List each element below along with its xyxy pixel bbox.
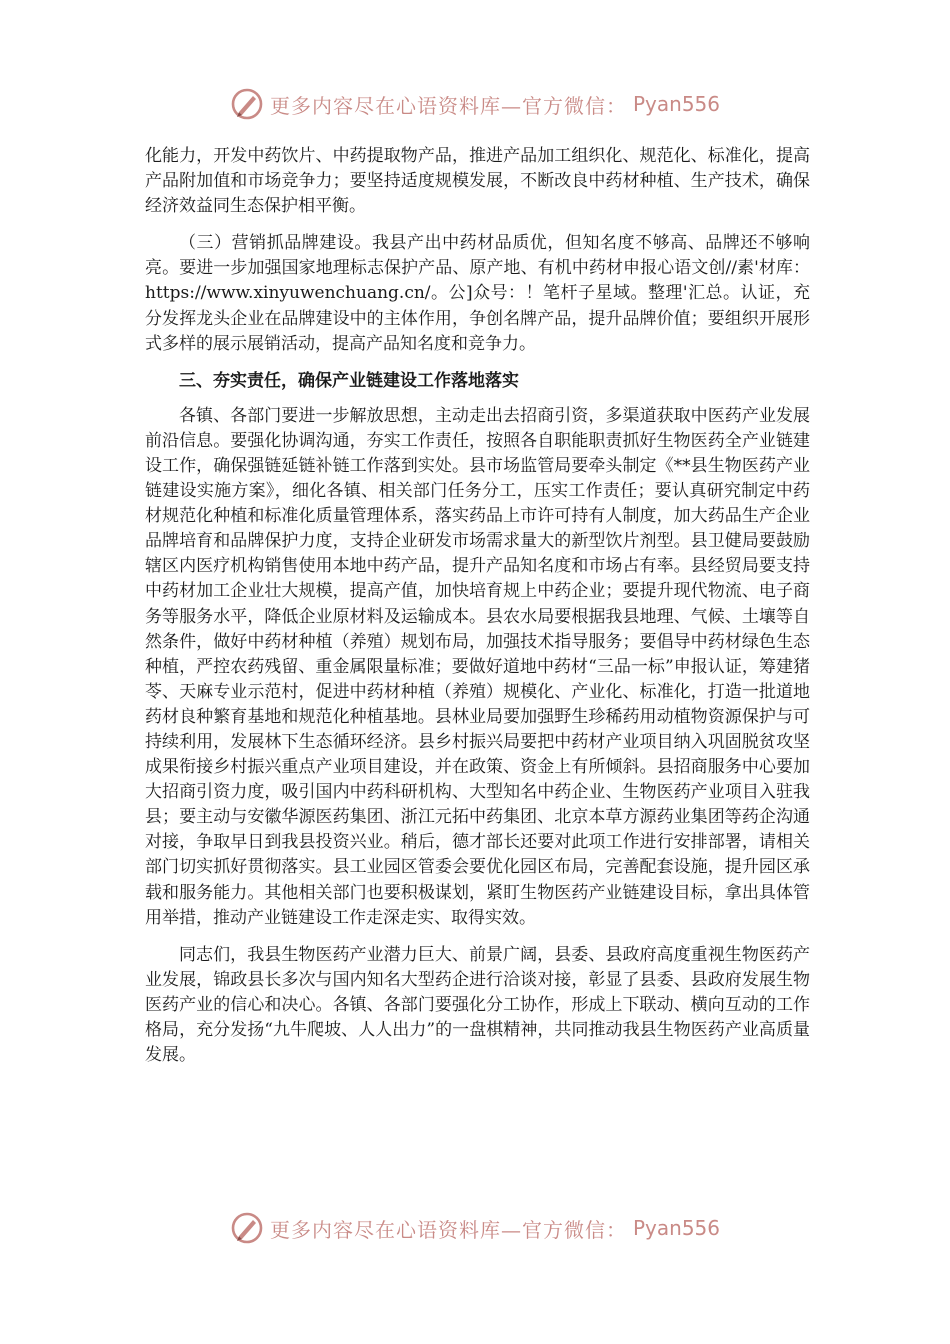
banner-wechat-id: Pyan556 xyxy=(632,92,720,116)
document-body xyxy=(145,144,810,1068)
paragraph-closing: 同志们，我县生物医药产业潜力巨大、前景广阔，县委、县政府高度重视生物医药产业发展，锦政县长多次与国内知名大型药企进行洽谈对接，彰显了县委、县政府发展生物医药产业的信心和决心。各镇、各部门要强化分工协作，形成上下联动、横向互动的工作格局，充分发扬“九牛爬坡、人人出力”的一盘棋精神，共同推动我县生物医药产业高质量发展。 xyxy=(145,944,810,1066)
pen-logo-icon xyxy=(230,87,264,121)
section-heading: 三、夯实责任，确保产业链建设工作落地落实 xyxy=(179,370,519,391)
footer-watermark-banner xyxy=(0,1208,950,1248)
paragraph-responsibilities: 各镇、各部门要进一步解放思想，主动走出去招商引资，多渠道获取中医药产业发展前沿信息。要强化协调沟通，夯实工作责任，按照各自职能职责抓好生物医药全产业链建设工作，确保强链延链补链工作落到实处。县市场监管局要牵头制定《**县生物医药产业链建设实施方案》，细化各镇、相关部门任务分工，压实工作责任；要认真研究制定中药材规范化种植和标准化质量管理体系，落实药品上市许可持有人制度，加大药品生产企业品牌培育和品牌保护力度，支持企业研发市场需求量大的新型饮片剂型。县卫健局要鼓励辖区内医疗机构销售使用本地中药产品，提升产品知名度和市场占有率。县经贸局要支持中药材加工企业壮大规模，提高产值，加快培育规上中药企业；要提升现代物流、电子商务等服务水平，降低企业原材料及运输成本。县农水局要根据我县地理、气候、土壤等自然条件，做好中药材种植（养殖）规划布局，加强技术指导服务；要倡导中药材绿色生态种植，严控农药残留、重金属限量标准；要做好道地中药材“三品一标”申报认证，筹建猪苓、天麻专业示范村，促进中药材种植（养殖）规模化、产业化、标准化，打造一批道地药材良种繁育基地和规范化种植基地。县林业局要加强野生珍稀药用动植物资源保护与可持续利用，发展林下生态循环经济。县乡村振兴局要把中药材产业项目纳入巩固脱贫攻坚成果衔接乡村振兴重点产业项目建设，并在政策、资金上有所倾斜。县招商服务中心要加大招商引资力度，吸引国内中药科研机构、大型知名中药企业、生物医药产业项目入驻我县；要主动与安徽华源医药集团、浙江元拓中药集团、北京本草方源药业集团等药企沟通对接，争取早日到我县投资兴业。稍后，德才部长还要对此项工作进行安排部署，请相关部门切实抓好贯彻落实。县工业园区管委会要优化园区布局，完善配套设施，提升园区承载和服务能力。其他相关部门也要积极谋划，紧盯生物医药产业链建设目标，拿出具体管用举措，推动产业链建设工作走深走实、取得实效。 xyxy=(145,405,810,928)
paragraph-brand-building: （三）营销抓品牌建设。我县产出中药材品质优，但知名度不够高、品牌还不够响亮。要进一步加强国家地理标志保护产品、原产地、有机中药材申报心语文创//素'材库：https://www.xinyuwenchuang.cn/。公]众号：！笔杆子星域。整理'汇总。认证，充分发挥龙头企业在品牌建设中的主体作用，争创名牌产品，提升品牌价值；要组织开展形式多样的展示展销活动，提高产品知名度和竞争力。 xyxy=(145,233,810,354)
paragraph-continued: 化能力，开发中药饮片、中药提取物产品，推进产品加工组织化、规范化、标准化，提高产品附加值和市场竞争力；要坚持适度规模发展，不断改良中药材种植、生产技术，确保经济效益同生态保护相平衡。 xyxy=(145,146,810,217)
banner-wechat-id: Pyan556 xyxy=(632,1216,720,1240)
banner-text: 更多内容尽在心语资料库—官方微信： xyxy=(269,1217,627,1242)
pen-logo-icon xyxy=(230,1211,264,1245)
banner-text: 更多内容尽在心语资料库—官方微信： xyxy=(269,93,627,118)
header-watermark-banner xyxy=(0,84,950,124)
